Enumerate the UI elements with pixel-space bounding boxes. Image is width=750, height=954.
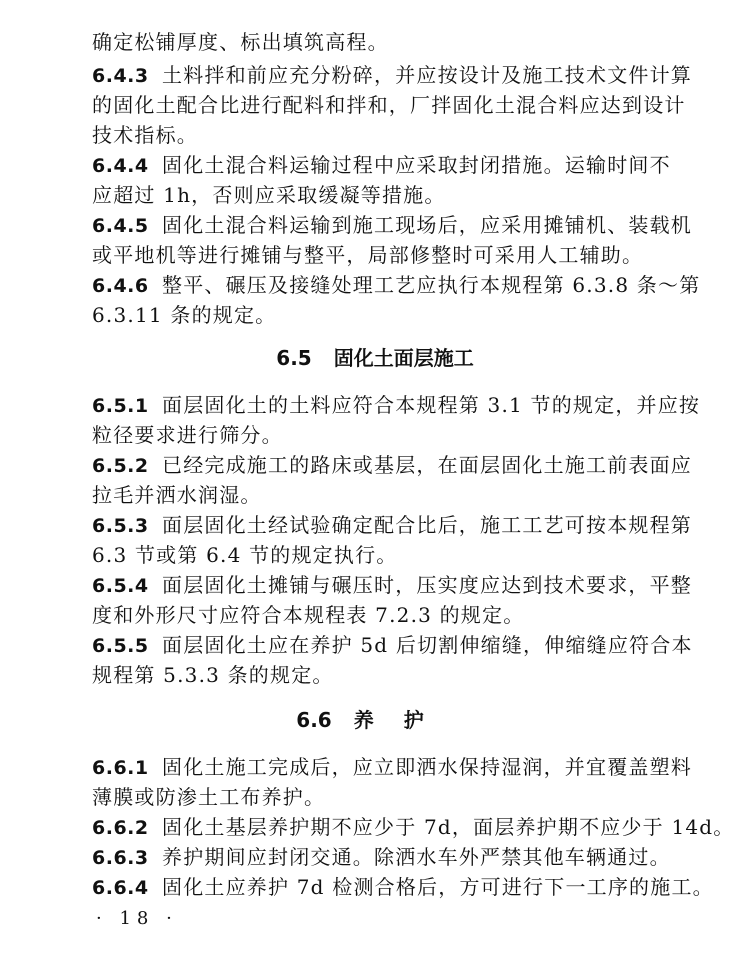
clause-6-6-3 [92, 845, 671, 870]
clause-text: 固化土施工完成后，应立即洒水保持湿润，并宜覆盖塑料 [162, 755, 692, 779]
clause-number: 6.5.2 [92, 455, 149, 477]
clause-text: 面层固化土的土料应符合本规程第 3.1 节的规定，并应按 [162, 393, 701, 417]
page-number: · 18 · [96, 908, 178, 929]
clause-text: 固化土基层养护期不应少于 7d，面层养护期不应少于 14d。 [162, 815, 735, 839]
text-line: 拉毛并洒水润湿。 [92, 483, 262, 507]
clause-6-5-2 [92, 453, 692, 478]
section-number: 6.5 [276, 346, 312, 370]
clause-number: 6.4.3 [92, 65, 149, 87]
clause-6-5-3 [92, 513, 692, 538]
clause-text: 已经完成施工的路床或基层，在面层固化土施工前表面应 [162, 453, 692, 477]
clause-text: 固化土应养护 7d 检测合格后，方可进行下一工序的施工。 [162, 875, 714, 899]
clause-number: 6.6.2 [92, 817, 149, 839]
section-title: 固化土面层施工 [333, 346, 474, 370]
clause-6-5-5 [92, 633, 693, 658]
text-line: 6.3.11 条的规定。 [92, 303, 277, 327]
text-line: 技术指标。 [92, 123, 198, 147]
text-line: 度和外形尺寸应符合本规程表 7.2.3 的规定。 [92, 603, 525, 627]
clause-6-6-1 [92, 755, 692, 780]
clause-6-4-3 [92, 63, 692, 88]
clause-6-5-1 [92, 393, 701, 418]
clause-number: 6.6.3 [92, 847, 149, 869]
text-line: 6.3 节或第 6.4 节的规定执行。 [92, 543, 398, 567]
clause-number: 6.6.1 [92, 757, 149, 779]
section-number: 6.6 [296, 708, 332, 732]
section-heading-6-6 [0, 708, 750, 732]
clause-text: 面层固化土应在养护 5d 后切割伸缩缝，伸缩缝应符合本 [162, 633, 693, 657]
text-line: 粒径要求进行筛分。 [92, 423, 283, 447]
clause-6-4-4 [92, 153, 671, 178]
text-line: 或平地机等进行摊铺与整平，局部修整时可采用人工辅助。 [92, 243, 644, 267]
clause-number: 6.4.5 [92, 215, 149, 237]
clause-6-5-4 [92, 573, 692, 598]
section-title: 养护 [353, 708, 454, 732]
clause-text: 整平、碾压及接缝处理工艺应执行本规程第 6.3.8 条～第 [162, 273, 701, 297]
text-line: 的固化土配合比进行配料和拌和，厂拌固化土混合料应达到设计 [92, 93, 686, 117]
clause-text: 面层固化土摊铺与碾压时，压实度应达到技术要求，平整 [162, 573, 692, 597]
text-line: 薄膜或防渗土工布养护。 [92, 785, 326, 809]
text-line: 规程第 5.3.3 条的规定。 [92, 663, 334, 687]
clause-number: 6.5.1 [92, 395, 149, 417]
text-line: 确定松铺厚度、标出填筑高程。 [92, 30, 389, 54]
clause-6-4-5 [92, 213, 692, 238]
clause-number: 6.5.5 [92, 635, 149, 657]
clause-6-6-2 [92, 815, 735, 840]
clause-number: 6.4.4 [92, 155, 149, 177]
clause-number: 6.5.3 [92, 515, 149, 537]
clause-number: 6.5.4 [92, 575, 149, 597]
clause-text: 土料拌和前应充分粉碎，并应按设计及施工技术文件计算 [162, 63, 692, 87]
clause-6-6-4 [92, 875, 714, 900]
clause-text: 固化土混合料运输过程中应采取封闭措施。运输时间不 [162, 153, 671, 177]
clause-text: 养护期间应封闭交通。除洒水车外严禁其他车辆通过。 [162, 845, 671, 869]
clause-6-4-6 [92, 273, 701, 298]
text-line: 应超过 1h，否则应采取缓凝等措施。 [92, 183, 446, 207]
clause-text: 固化土混合料运输到施工现场后，应采用摊铺机、装载机 [162, 213, 692, 237]
clause-number: 6.6.4 [92, 877, 149, 899]
clause-number: 6.4.6 [92, 275, 149, 297]
section-heading-6-5 [0, 346, 750, 370]
clause-text: 面层固化土经试验确定配合比后，施工工艺可按本规程第 [162, 513, 692, 537]
